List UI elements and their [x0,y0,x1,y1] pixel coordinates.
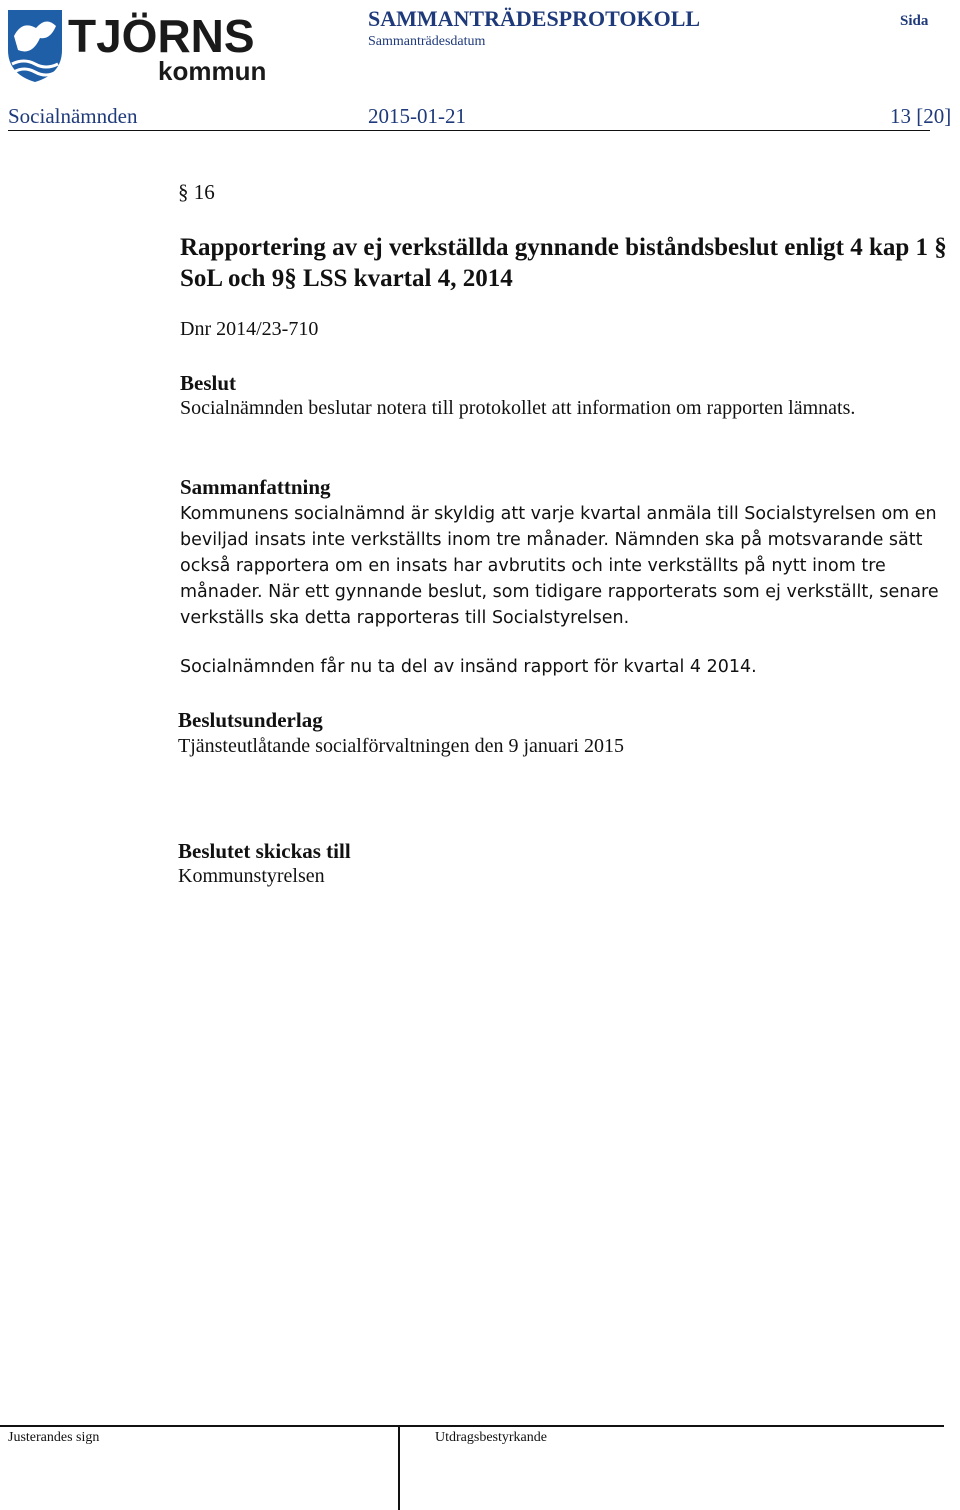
page-number: 13 [20] [890,104,952,128]
paragraph-number: § 16 [178,180,215,204]
utdragsbestyrkande-label: Utdragsbestyrkande [435,1430,547,1445]
document-type: SAMMANTRÄDESPROTOKOLL [368,6,701,31]
page-label: Sida [900,13,929,29]
item-title: Rapportering av ej verkställda gynnande biståndsbeslut enligt 4 kap 1 § SoL och 9§ LSS kvartal 4, 2014 [180,234,947,292]
skickas-till-text: Kommunstyrelsen [178,865,325,887]
beslutsunderlag-heading: Beslutsunderlag [178,708,323,732]
header-divider [8,130,930,131]
coat-of-arms-icon [6,6,268,84]
beslut-heading: Beslut [180,371,237,395]
skickas-till-heading: Beslutet skickas till [178,839,351,863]
meeting-date: 2015-01-21 [368,104,466,128]
sammanfattning-text-2: Socialnämnden får nu ta del av insänd rapport för kvartal 4 2014. [180,657,757,677]
sammanfattning-heading: Sammanfattning [180,475,331,499]
logo-text: TJÖRNS [68,10,255,62]
justerandes-sign-label: Justerandes sign [8,1430,100,1445]
sammanfattning-text: Kommunens socialnämnd är skyldig att varje kvartal anmäla till Socialstyrelsen om en beviljad insats inte verkställts inom tre månader. Nämnden ska på motsvarande sätt också rapportera om en insats har avbrutits och inte verkställts på nytt inom tre månader. När ett gynnande beslut, som tidigare rapporterats som ej verkställt, senare verkställs ska detta rapporteras till Socialstyrelsen. [180,504,939,628]
logo-subtext: kommun [158,56,267,84]
beslutsunderlag-text: Tjänsteutlåtande socialförvaltningen den 9 januari 2015 [178,735,624,757]
tjorns-kommun-logo [6,6,268,84]
committee-name: Socialnämnden [8,104,138,128]
footer-column-divider [398,1425,400,1510]
footer-divider [0,1425,944,1427]
meeting-date-label: Sammanträdesdatum [368,34,486,49]
diary-number: Dnr 2014/23-710 [180,318,319,340]
beslut-text: Socialnämnden beslutar notera till protokollet att information om rapporten lämnats. [180,397,856,419]
